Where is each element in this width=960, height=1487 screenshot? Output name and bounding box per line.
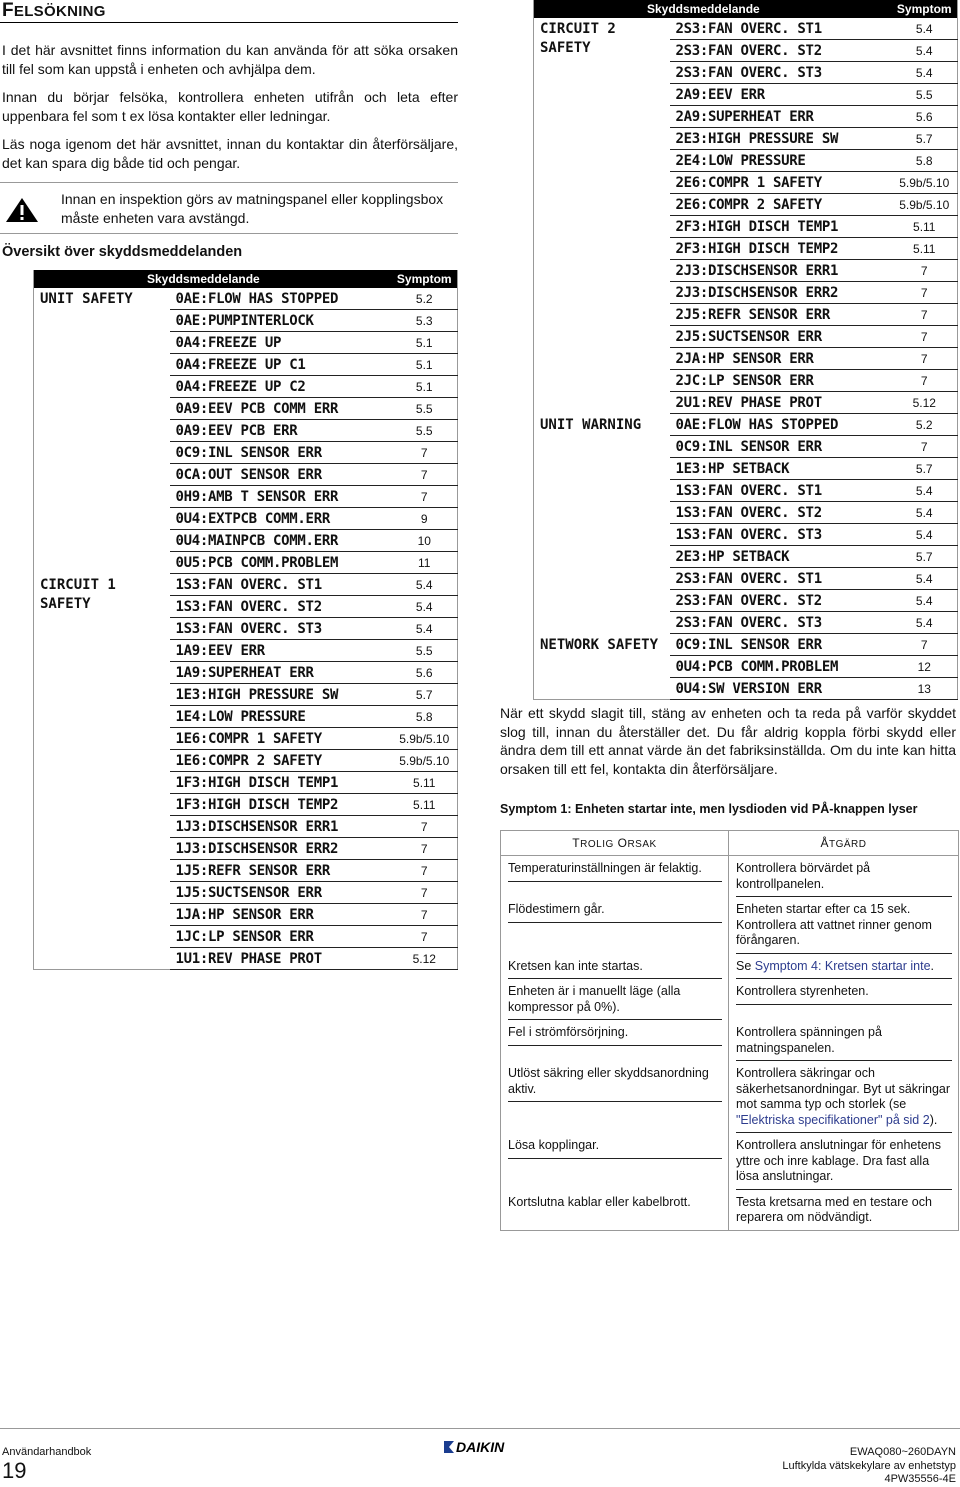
protection-message: 1E3:HIGH PRESSURE SW (170, 684, 392, 706)
cause-text: Enheten är i manuellt läge (alla kompressor på 0%). (508, 984, 722, 1020)
header-symptom: Symptom (392, 270, 458, 288)
protection-message: 0C9:INL SENSOR ERR (670, 436, 892, 458)
symptom-ref: 5.2 (392, 288, 458, 310)
remedy-text: Kontrollera börvärdet på kontrollpanelen. (736, 861, 952, 897)
protection-message: 2F3:HIGH DISCH TEMP2 (670, 238, 892, 260)
protection-message: 1E3:HP SETBACK (670, 458, 892, 480)
cause-text: Temperaturinställningen är felaktig. (508, 861, 722, 882)
probable-cause (501, 1061, 729, 1133)
symptom-ref: 5.5 (392, 640, 458, 662)
symptom-ref: 11 (392, 552, 458, 574)
intro-paragraph-2: Innan du börjar felsöka, kontrollera enheten utifrån och leta efter uppenbara fel som t ex lösa kontakter eller ledningar. (2, 89, 458, 124)
symptom-ref: 5.4 (892, 524, 958, 546)
group-label: UNIT SAFETY (40, 291, 133, 307)
probable-cause (501, 1190, 729, 1231)
cause-text: Lösa kopplingar. (508, 1138, 722, 1159)
cause-row (501, 856, 959, 898)
remedy-text: Testa kretsarna med en testare och reparera om nödvändigt. (736, 1194, 932, 1224)
header-action: ÅTGÄRD (729, 831, 959, 856)
symptom-ref: 7 (392, 904, 458, 926)
table-row (34, 288, 458, 310)
protection-message: 0U4:PCB COMM.PROBLEM (670, 656, 892, 678)
symptom-1-heading: Symptom 1: Enheten startar inte, men lysdioden vid PÅ-knappen lyser (500, 802, 918, 816)
protection-message: 1F3:HIGH DISCH TEMP2 (170, 794, 392, 816)
protection-message: 0A4:FREEZE UP (170, 332, 392, 354)
cause-row (501, 1020, 959, 1061)
cause-text: Flödestimern går. (508, 902, 722, 923)
protection-message: 1J5:SUCTSENSOR ERR (170, 882, 392, 904)
protection-message: 2S3:FAN OVERC. ST3 (670, 62, 892, 84)
symptom-ref: 5.5 (392, 420, 458, 442)
cross-reference-link[interactable]: "Elektriska specifikationer" på sid 2 (736, 1112, 930, 1127)
remedy (729, 1020, 959, 1061)
symptom-ref: 5.11 (392, 794, 458, 816)
probable-cause (501, 954, 729, 980)
warning-box (0, 182, 458, 234)
cause-text: Fel i strömförsörjning. (508, 1025, 722, 1046)
protection-message: 2U1:REV PHASE PROT (670, 392, 892, 414)
protection-message: 1J3:DISCHSENSOR ERR2 (170, 838, 392, 860)
remedy-text-post: . (930, 958, 935, 973)
symptom-ref: 5.4 (892, 502, 958, 524)
symptom-ref: 5.9b/5.10 (392, 750, 458, 772)
remedy (729, 1133, 959, 1190)
symptom-ref: 7 (392, 442, 458, 464)
remedy (729, 897, 959, 954)
protection-message: 1E4:LOW PRESSURE (170, 706, 392, 728)
symptom-ref: 5.1 (392, 332, 458, 354)
protection-message: 2E4:LOW PRESSURE (670, 150, 892, 172)
group-label: UNIT WARNING (540, 416, 642, 433)
protection-message: 2E3:HIGH PRESSURE SW (670, 128, 892, 150)
symptom-ref: 5.2 (892, 414, 958, 436)
protection-message: 1J3:DISCHSENSOR ERR1 (170, 816, 392, 838)
symptom-ref: 13 (892, 678, 958, 700)
daikin-logo (442, 1438, 516, 1461)
reset-instructions: När ett skydd slagit till, stäng av enheten och ta reda på varför skyddet slog till, innan du återställer det. Du får aldrig koppla förbi skydd eller ändra dem till ett annat värde än det fabriksinställda. Om du inte kan hitta orsaken till ett fel, kontakta din återförsäljare. (500, 705, 956, 777)
symptom-ref: 5.9b/5.10 (392, 728, 458, 750)
protection-message: 2A9:EEV ERR (670, 84, 892, 106)
symptom-ref: 5.4 (892, 40, 958, 62)
causes-header (501, 831, 959, 856)
overview-heading: Översikt över skyddsmeddelanden (2, 244, 243, 260)
symptom-ref: 5.3 (392, 310, 458, 332)
protection-table-right (533, 0, 958, 700)
table-row (534, 18, 958, 40)
symptom-ref: 5.11 (392, 772, 458, 794)
symptom-ref: 10 (392, 530, 458, 552)
remedy-text (736, 959, 952, 980)
remedy-text: Kontrollera anslutningar för enhetens yttre och inre kablage. Dra fast alla lösa anslutningar. (736, 1138, 952, 1190)
cause-row (501, 1061, 959, 1133)
symptom-ref: 7 (392, 860, 458, 882)
protection-message: 2E3:HP SETBACK (670, 546, 892, 568)
symptom-ref: 5.5 (892, 84, 958, 106)
protection-message: 0AE:PUMPINTERLOCK (170, 310, 392, 332)
symptom-ref: 5.4 (392, 618, 458, 640)
cause-row (501, 897, 959, 954)
remedy (729, 1061, 959, 1133)
protection-message: 0CA:OUT SENSOR ERR (170, 464, 392, 486)
remedy-text-post: ). (929, 1112, 938, 1127)
probable-cause (501, 856, 729, 898)
symptom-ref: 7 (392, 882, 458, 904)
cause-row (501, 1190, 959, 1231)
protection-message: 1F3:HIGH DISCH TEMP1 (170, 772, 392, 794)
page-title: FELSÖKNING (2, 0, 106, 21)
symptom-ref: 7 (892, 260, 958, 282)
remedy (729, 979, 959, 1020)
protection-message: 0U4:EXTPCB COMM.ERR (170, 508, 392, 530)
header-message: Skyddsmeddelande (34, 270, 392, 288)
protection-message: 0AE:FLOW HAS STOPPED (670, 414, 892, 436)
protection-message: 0A4:FREEZE UP C2 (170, 376, 392, 398)
protection-message: 1JC:LP SENSOR ERR (170, 926, 392, 948)
protection-message: 1JA:HP SENSOR ERR (170, 904, 392, 926)
symptom-ref: 5.5 (392, 398, 458, 420)
probable-cause (501, 897, 729, 954)
cross-reference-link[interactable]: Symptom 4: Kretsen startar inte (754, 958, 931, 973)
protection-message: 0U4:MAINPCB COMM.ERR (170, 530, 392, 552)
protection-message: 0A9:EEV PCB ERR (170, 420, 392, 442)
symptom-ref: 5.4 (892, 62, 958, 84)
svg-text:DAIKIN: DAIKIN (456, 1439, 505, 1455)
protection-message: 1S3:FAN OVERC. ST2 (670, 502, 892, 524)
intro-paragraph-3: Läs noga igenom det här avsnittet, innan du kontaktar din återförsäljare, det kan spara dig både tid och pengar. (2, 136, 458, 171)
protection-message: 1U1:REV PHASE PROT (170, 948, 392, 970)
protection-message: 1A9:SUPERHEAT ERR (170, 662, 392, 684)
causes-table (500, 830, 959, 1231)
protection-message: 1S3:FAN OVERC. ST3 (670, 524, 892, 546)
symptom-ref: 9 (392, 508, 458, 530)
title-rule (0, 22, 458, 23)
cause-text: Kretsen kan inte startas. (508, 959, 722, 980)
symptom-ref: 7 (892, 436, 958, 458)
symptom-ref: 5.8 (892, 150, 958, 172)
protection-message: 1E6:COMPR 2 SAFETY (170, 750, 392, 772)
protection-message: 0AE:FLOW HAS STOPPED (170, 288, 392, 310)
symptom-ref: 5.4 (392, 596, 458, 618)
group-label: NETWORK SAFETY (540, 636, 659, 653)
symptom-ref: 5.4 (892, 480, 958, 502)
symptom-ref: 7 (892, 304, 958, 326)
protection-message: 2J5:SUCTSENSOR ERR (670, 326, 892, 348)
protection-message: 0A4:FREEZE UP C1 (170, 354, 392, 376)
symptom-ref: 7 (892, 282, 958, 304)
probable-cause (501, 1133, 729, 1190)
protection-message: 1E6:COMPR 1 SAFETY (170, 728, 392, 750)
header-symptom: Symptom (892, 0, 958, 18)
protection-message: 2E6:COMPR 2 SAFETY (670, 194, 892, 216)
symptom-ref: 5.9b/5.10 (892, 194, 958, 216)
protection-table-left (33, 270, 458, 970)
protection-message: 0A9:EEV PCB COMM ERR (170, 398, 392, 420)
probable-cause (501, 979, 729, 1020)
protection-message: 2S3:FAN OVERC. ST1 (670, 18, 892, 40)
protection-message: 1S3:FAN OVERC. ST3 (170, 618, 392, 640)
warning-text: Innan en inspektion görs av matningspanel eller kopplingsbox måste enheten vara avstängd. (61, 191, 444, 226)
symptom-ref: 7 (392, 486, 458, 508)
symptom-ref: 5.1 (392, 354, 458, 376)
symptom-ref: 5.7 (892, 546, 958, 568)
remedy-text (736, 1066, 952, 1133)
symptom-ref: 7 (392, 816, 458, 838)
cause-text: Utlöst säkring eller skyddsanordning aktiv. (508, 1066, 722, 1102)
remedy-text: Enheten startar efter ca 15 sek. Kontrollera att vattnet rinner genom förångaren. (736, 902, 952, 954)
protection-message: 1S3:FAN OVERC. ST2 (170, 596, 392, 618)
probable-cause (501, 1020, 729, 1061)
protection-message: 1J5:REFR SENSOR ERR (170, 860, 392, 882)
symptom-ref: 5.9b/5.10 (892, 172, 958, 194)
symptom-ref: 7 (892, 326, 958, 348)
symptom-ref: 5.11 (892, 216, 958, 238)
symptom-ref: 5.11 (892, 238, 958, 260)
protection-message: 0C9:INL SENSOR ERR (670, 634, 892, 656)
group-label: CIRCUIT 2 SAFETY (540, 21, 616, 56)
remedy-text-pre: Se (736, 958, 755, 973)
symptom-ref: 5.6 (392, 662, 458, 684)
protection-message: 2A9:SUPERHEAT ERR (670, 106, 892, 128)
cause-row (501, 1133, 959, 1190)
symptom-ref: 12 (892, 656, 958, 678)
protection-message: 2J5:REFR SENSOR ERR (670, 304, 892, 326)
model-code: EWAQ080~260DAYN (849, 1446, 956, 1458)
warning-icon (5, 197, 39, 228)
symptom-ref: 7 (892, 370, 958, 392)
symptom-ref: 7 (892, 634, 958, 656)
protection-message: 1S3:FAN OVERC. ST1 (170, 574, 392, 596)
cause-row (501, 979, 959, 1020)
symptom-ref: 5.12 (892, 392, 958, 414)
symptom-ref: 5.12 (392, 948, 458, 970)
symptom-ref: 5.4 (892, 568, 958, 590)
protection-message: 2J3:DISCHSENSOR ERR2 (670, 282, 892, 304)
symptom-ref: 5.4 (892, 18, 958, 40)
symptom-ref: 5.4 (892, 612, 958, 634)
remedy-text: Kontrollera styrenheten. (736, 984, 952, 1005)
symptom-ref: 5.7 (892, 458, 958, 480)
cause-text: Kortslutna kablar eller kabelbrott. (508, 1194, 691, 1209)
table-row (534, 414, 958, 436)
protection-message: 2S3:FAN OVERC. ST2 (670, 590, 892, 612)
protection-message: 2F3:HIGH DISCH TEMP1 (670, 216, 892, 238)
cause-row (501, 954, 959, 980)
symptom-ref: 5.1 (392, 376, 458, 398)
table-row (34, 574, 458, 596)
symptom-ref: 7 (892, 348, 958, 370)
protection-message: 2JC:LP SENSOR ERR (670, 370, 892, 392)
document-number: 4PW35556-4E (884, 1473, 956, 1485)
protection-message: 2J3:DISCHSENSOR ERR1 (670, 260, 892, 282)
header-cause: TROLIG ORSAK (501, 831, 729, 856)
symptom-ref: 5.7 (392, 684, 458, 706)
remedy (729, 954, 959, 980)
remedy (729, 1190, 959, 1231)
symptom-ref: 5.4 (392, 574, 458, 596)
table-header (34, 270, 458, 288)
symptom-ref: 5.6 (892, 106, 958, 128)
footer-rule (0, 1428, 960, 1429)
protection-message: 1S3:FAN OVERC. ST1 (670, 480, 892, 502)
remedy-text: Kontrollera spänningen på matningspanelen. (736, 1025, 952, 1061)
protection-message: 2E6:COMPR 1 SAFETY (670, 172, 892, 194)
protection-message: 2S3:FAN OVERC. ST3 (670, 612, 892, 634)
symptom-ref: 5.8 (392, 706, 458, 728)
group-label: CIRCUIT 1 SAFETY (40, 576, 116, 612)
symptom-ref: 7 (392, 464, 458, 486)
protection-message: 0C9:INL SENSOR ERR (170, 442, 392, 464)
protection-message: 1A9:EEV ERR (170, 640, 392, 662)
page-number: 19 (2, 1458, 27, 1483)
table-row (534, 634, 958, 656)
symptom-ref: 7 (392, 926, 458, 948)
symptom-ref: 7 (392, 838, 458, 860)
footer-doc-info (782, 1446, 956, 1487)
protection-message: 0H9:AMB T SENSOR ERR (170, 486, 392, 508)
manual-name: Användarhandbok (2, 1446, 92, 1458)
table-header (534, 0, 958, 18)
remedy-text-pre: Kontrollera säkringar och säkerhetsanordningar. Byt ut säkringar mot samma typ och storlek (se (736, 1066, 951, 1111)
header-message: Skyddsmeddelande (534, 0, 892, 18)
product-name: Luftkylda vätskekylare av enhetstyp (782, 1459, 956, 1472)
symptom-ref: 5.7 (892, 128, 958, 150)
remedy (729, 856, 959, 898)
intro-paragraph-1: I det här avsnittet finns information du kan använda för att söka orsaken till fel som kan uppstå i enheten och avhjälpa dem. (2, 42, 458, 77)
protection-message: 2JA:HP SENSOR ERR (670, 348, 892, 370)
symptom-ref: 5.4 (892, 590, 958, 612)
protection-message: 2S3:FAN OVERC. ST2 (670, 40, 892, 62)
protection-message: 0U5:PCB COMM.PROBLEM (170, 552, 392, 574)
protection-message: 0U4:SW VERSION ERR (670, 678, 892, 700)
protection-message: 2S3:FAN OVERC. ST1 (670, 568, 892, 590)
